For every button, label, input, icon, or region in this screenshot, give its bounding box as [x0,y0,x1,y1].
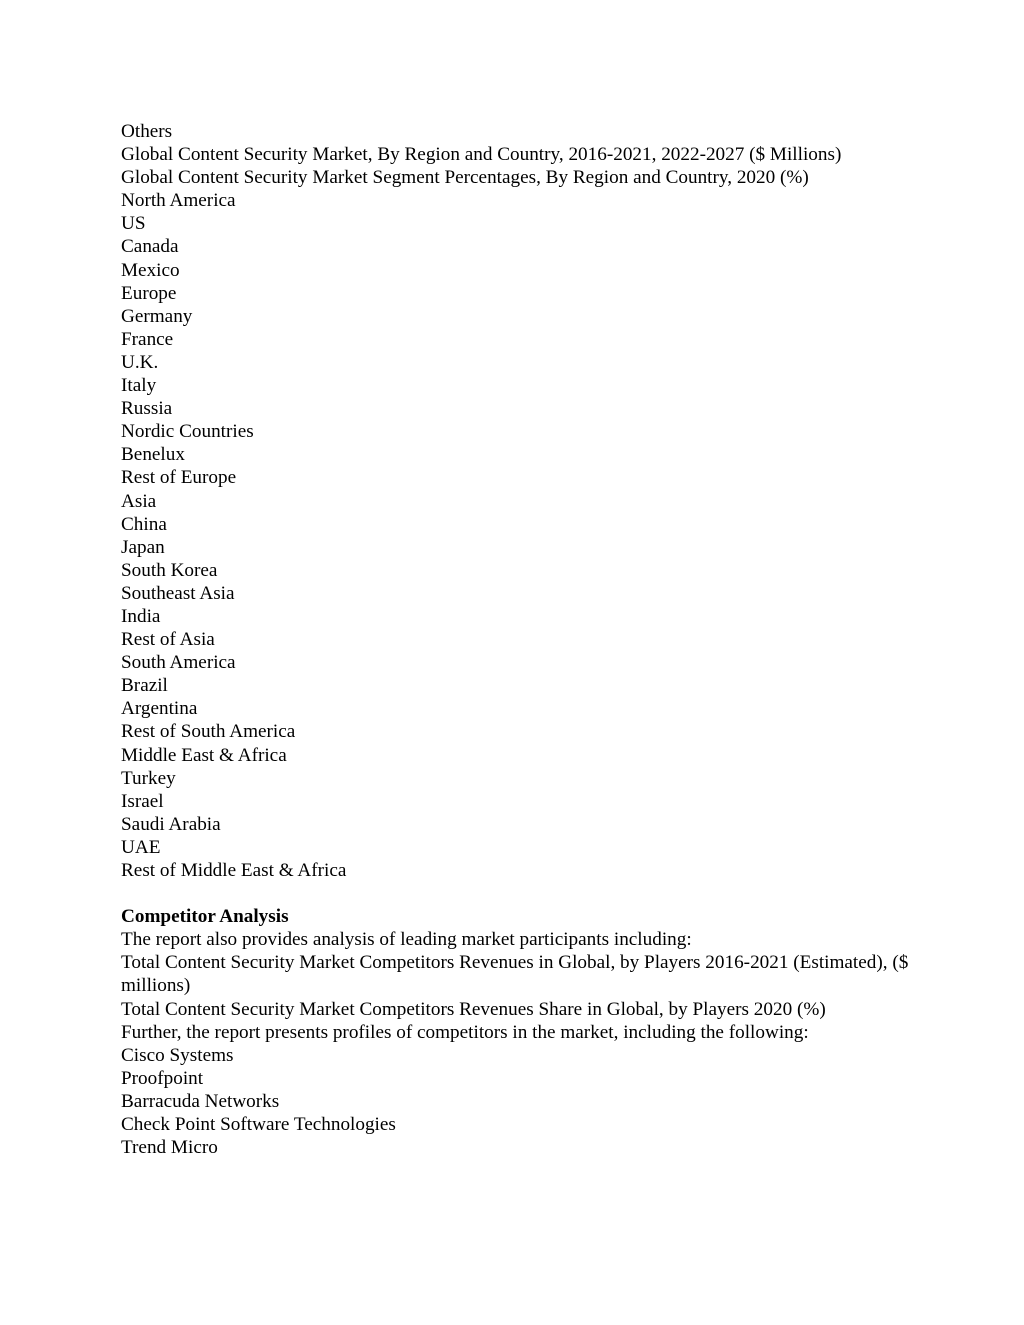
company-item: Check Point Software Technologies [121,1114,396,1136]
list-item: Benelux [121,444,185,466]
company-item: Cisco Systems [121,1044,234,1066]
list-item: Others [121,121,173,142]
list-item: Mexico [121,259,180,281]
list-item: UAE [121,836,161,858]
list-item: Rest of Europe [121,467,237,489]
list-item: North America [121,190,236,212]
revenues-line: Total Content Security Market Competitors Revenues in Global, by Players 2016-2021 (Estimated), ($ millions) [121,952,909,997]
list-item: Europe [121,282,177,304]
list-item: Saudi Arabia [121,813,221,835]
profiles-intro: Further, the report presents profiles of competitors in the market, including the following: [121,1021,809,1043]
list-item: South America [121,652,236,674]
list-item: Russia [121,398,173,420]
list-item: Israel [121,790,164,812]
company-list [121,1044,911,1159]
list-item: India [121,605,161,627]
list-item: Rest of South America [121,721,296,743]
section-heading: Competitor Analysis [121,906,289,928]
list-item: Southeast Asia [121,582,235,604]
list-item: France [121,328,174,350]
list-item: South Korea [121,559,218,581]
document-page [121,120,911,1159]
list-item: Turkey [121,767,176,789]
list-item: Germany [121,305,193,327]
list-item: Argentina [121,698,198,720]
list-item: Japan [121,536,165,558]
share-line: Total Content Security Market Competitors Revenues Share in Global, by Players 2020 (%) [121,998,826,1020]
list-item: Rest of Middle East & Africa [121,860,347,881]
list-item: Italy [121,375,157,397]
list-item: Middle East & Africa [121,744,287,766]
list-item: Nordic Countries [121,421,254,443]
paragraph-gap [121,882,911,905]
list-item: China [121,513,167,535]
competitor-section [121,905,911,1159]
list-item: Global Content Security Market Segment Percentages, By Region and Country, 2020 (%) [121,167,809,189]
intro-text: The report also provides analysis of leading market participants including: [121,929,692,951]
region-list [121,120,911,882]
list-item: US [121,213,146,235]
list-item: Asia [121,490,157,512]
list-item: Canada [121,236,179,258]
list-item: Rest of Asia [121,629,215,651]
company-item: Barracuda Networks [121,1090,280,1112]
company-item: Proofpoint [121,1067,204,1089]
list-item: Brazil [121,675,168,697]
company-item: Trend Micro [121,1137,218,1159]
list-item: Global Content Security Market, By Region and Country, 2016-2021, 2022-2027 ($ Millions) [121,144,842,166]
list-item: U.K. [121,351,159,373]
